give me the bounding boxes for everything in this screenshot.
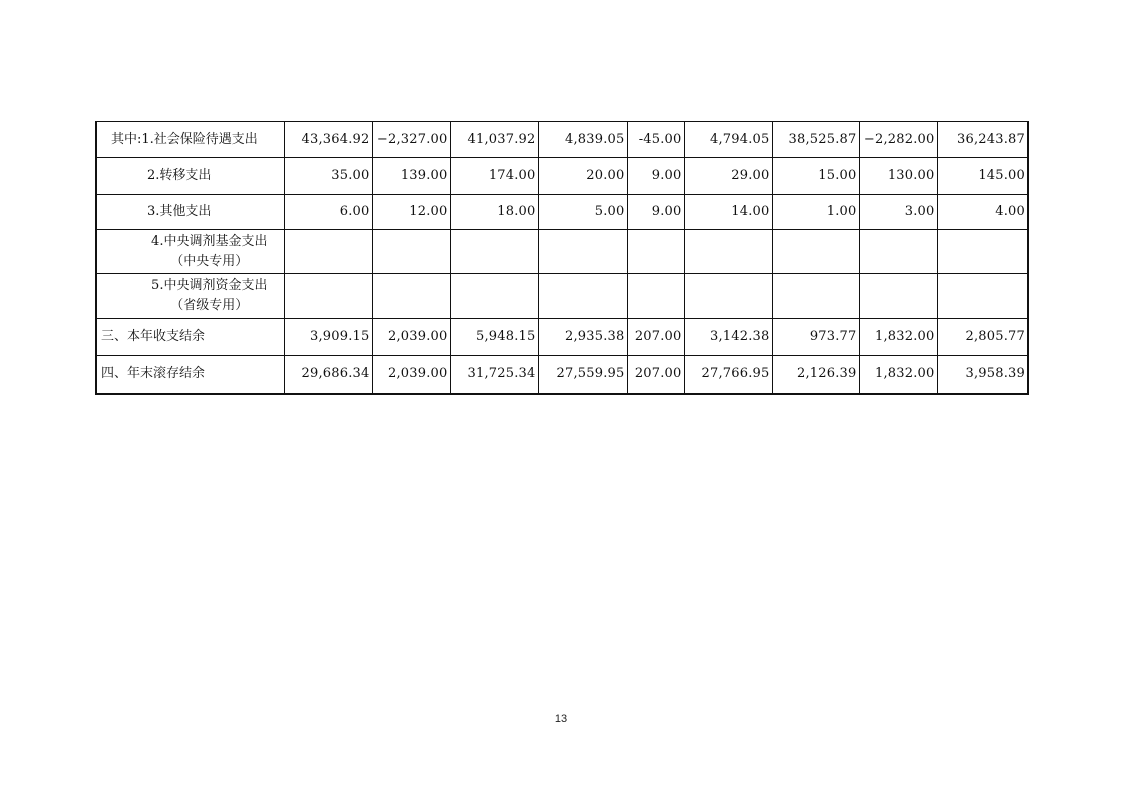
budget-table [95,121,1029,395]
table-cell [538,230,627,274]
table-cell [372,230,450,274]
table-cell: 1.00 [772,195,859,230]
table-row-central-adjustment-funds-provincial [96,274,1028,319]
table-cell: 43,364.92 [284,122,372,158]
table-cell [772,230,859,274]
table-cell: 27,766.95 [684,356,772,394]
row-label [96,230,284,274]
table-cell [684,274,772,319]
table-cell: 2,805.77 [937,319,1028,356]
table-cell: 207.00 [627,319,684,356]
table-cell: 31,725.34 [450,356,538,394]
table-cell: −2,327.00 [372,122,450,158]
table-cell: 3,909.15 [284,319,372,356]
table-cell: 36,243.87 [937,122,1028,158]
table-cell [627,230,684,274]
row-label-main: 5.中央调剂资金支出 [151,278,268,293]
table-cell [937,274,1028,319]
page-number: 13 [554,713,568,725]
table-cell: 9.00 [627,158,684,195]
table-cell: 4,839.05 [538,122,627,158]
table-cell: 139.00 [372,158,450,195]
table-row-transfer-expenditure [96,158,1028,195]
table-row-central-adjustment-fund [96,230,1028,274]
table-cell: 35.00 [284,158,372,195]
row-label [96,274,284,319]
table-cell [538,274,627,319]
table-cell: -45.00 [627,122,684,158]
table-cell [450,274,538,319]
table-cell: 5,948.15 [450,319,538,356]
table-row-other-expenditure [96,195,1028,230]
table-cell [859,274,937,319]
table-cell [859,230,937,274]
table-cell: 1,832.00 [859,356,937,394]
table-cell: 2,039.00 [372,356,450,394]
table-cell: 38,525.87 [772,122,859,158]
table-cell: 4,794.05 [684,122,772,158]
row-label: 2.转移支出 [96,158,284,195]
row-label: 三、本年收支结余 [96,319,284,356]
table-row-social-insurance-expenditure [96,122,1028,158]
row-label: 3.其他支出 [96,195,284,230]
table-cell: −2,282.00 [859,122,937,158]
table-cell: 9.00 [627,195,684,230]
row-label-main: 4.中央调剂基金支出 [151,233,268,249]
table-cell: 3,958.39 [937,356,1028,394]
table-cell: 20.00 [538,158,627,195]
table-cell: 2,935.38 [538,319,627,356]
table-cell: 12.00 [372,195,450,230]
table-row-year-end-balance [96,356,1028,394]
table-cell [937,230,1028,274]
table-row-annual-balance [96,319,1028,356]
table-cell: 2,126.39 [772,356,859,394]
table-cell: 6.00 [284,195,372,230]
table-cell [772,274,859,319]
table-cell: 15.00 [772,158,859,195]
table-cell [450,230,538,274]
table-cell: 3.00 [859,195,937,230]
table-cell: 5.00 [538,195,627,230]
row-label: 其中:1.社会保险待遇支出 [96,122,284,158]
table-cell [684,230,772,274]
table-cell [284,274,372,319]
row-label-sub: （省级专用） [170,298,249,313]
table-cell: 1,832.00 [859,319,937,356]
table-cell: 2,039.00 [372,319,450,356]
table-cell: 174.00 [450,158,538,195]
table-cell [372,274,450,319]
table-cell: 145.00 [937,158,1028,195]
table-cell [284,230,372,274]
row-label: 四、年末滚存结余 [96,356,284,394]
table-cell: 27,559.95 [538,356,627,394]
row-label-sub: （中央专用） [170,253,249,269]
table-cell: 207.00 [627,356,684,394]
table-cell: 18.00 [450,195,538,230]
table-cell: 29,686.34 [284,356,372,394]
table-cell [627,274,684,319]
table-cell: 4.00 [937,195,1028,230]
table-cell: 3,142.38 [684,319,772,356]
table-cell: 41,037.92 [450,122,538,158]
table-cell: 130.00 [859,158,937,195]
table-cell: 973.77 [772,319,859,356]
table-cell: 14.00 [684,195,772,230]
table-cell: 29.00 [684,158,772,195]
